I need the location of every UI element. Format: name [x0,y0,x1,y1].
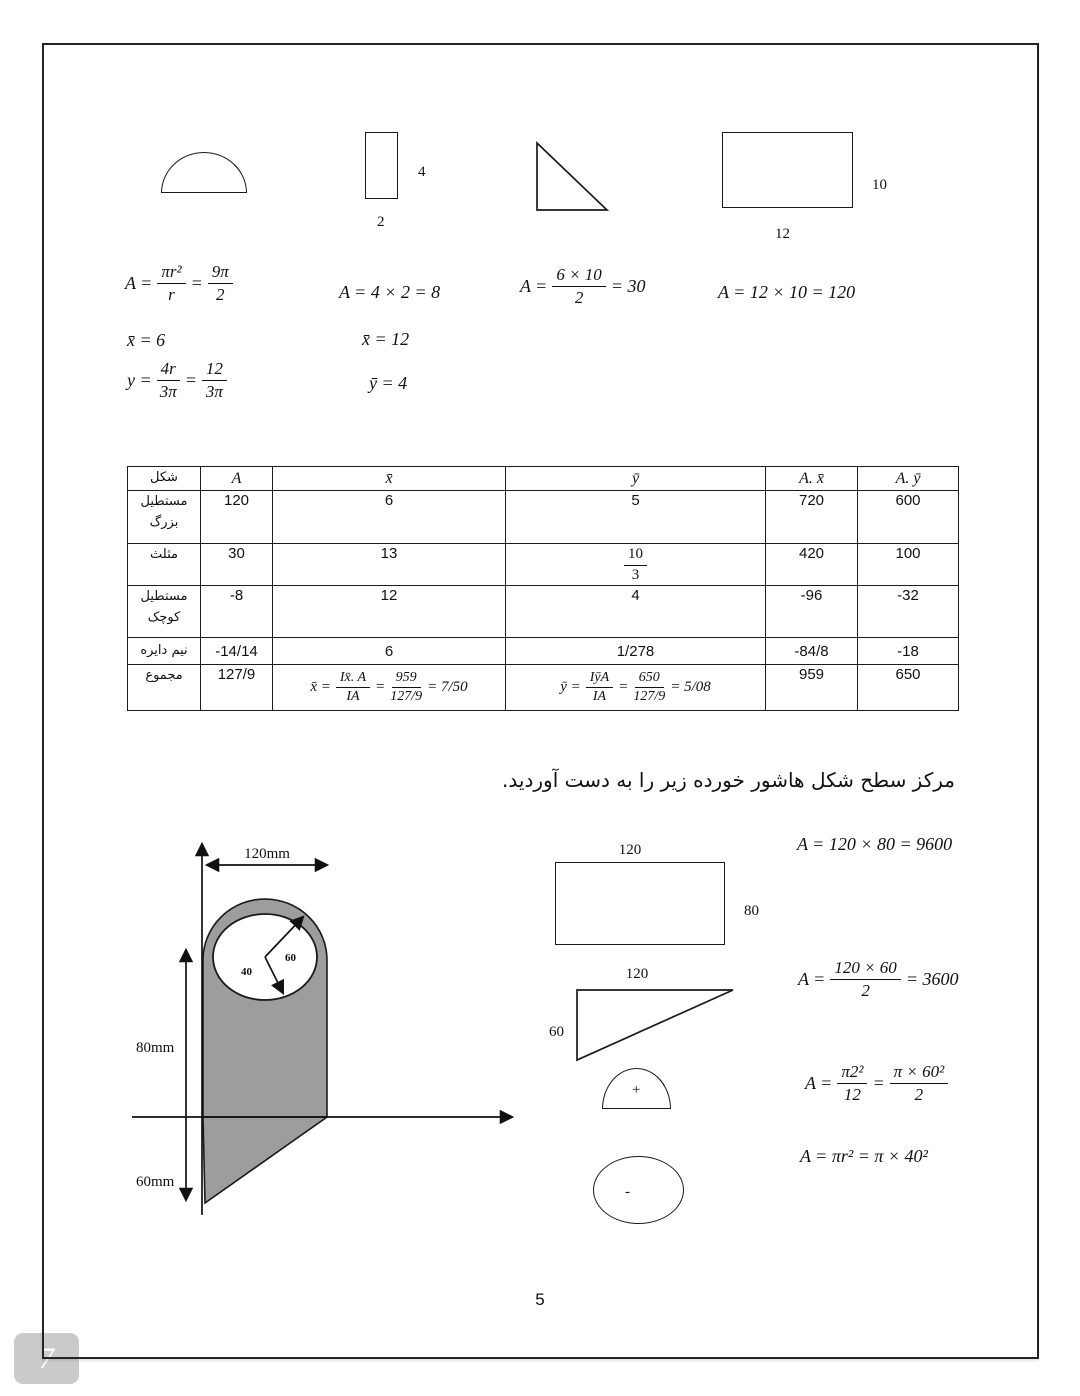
col-header-ybar: ȳ [506,467,766,491]
cell-xbar: 13 [273,544,506,586]
formula-semicircle-xbar: x̄ = 6 [127,330,166,350]
table-sum-row [128,665,959,711]
table-header-row [128,467,959,491]
formula-part: = 30 [610,275,646,296]
large-rect-width-label: 12 [775,226,790,242]
formula-part: = [184,369,197,390]
formula-small-rect-xbar: x̄ = 12 [362,329,410,349]
formula-part: = [190,272,203,293]
fraction: $\frac{\text{πr²}}{r}$ [157,262,185,304]
cell-A: 30 [201,544,273,586]
decomp-triangle [575,986,737,1064]
small-rectangle-shape [365,132,398,199]
badge-number: 7 [39,1341,54,1375]
small-rect-height-label: 4 [418,164,426,180]
row-label: مستطیل بزرگ [128,491,201,544]
decomp-rect-width-label: 120 [618,842,642,858]
cell-Aybar: 600 [858,491,959,544]
col-header-A: A [201,467,273,491]
formula-part: y = [127,369,152,390]
formula-part: A = [520,275,548,296]
col-header-Aybar: A. ȳ [858,467,959,491]
cell-Axbar: -84/8 [766,638,858,665]
large-rect-height-label: 10 [872,177,887,193]
upper-height-label: 80mm [136,1040,175,1056]
decomp-tri-height-label: 60 [549,1024,564,1040]
large-rectangle-shape [722,132,853,208]
semicircle-plus-sign: + [632,1082,641,1098]
cell-xbar: 12 [273,586,506,638]
row-label: مستطیل کوچک [128,586,201,638]
cell-Axbar: 420 [766,544,858,586]
page-thumbnail-badge [14,1333,79,1384]
fraction: $\frac{12}{3\pi}$ [202,359,227,401]
cell-A: -8 [201,586,273,638]
decomp-rectangle [555,862,725,945]
formula-large-rect-area: A = 12 × 10 = 120 [718,282,856,302]
formula-decomp-semicircle: A = $\frac{\text{π2²}}{12}$ = $\frac{\text{π × 60²}}{2}$ [805,1062,948,1104]
outer-radius-label: 60 [285,952,296,964]
row-label: مجموع [128,665,201,711]
cell-xbar-formula [273,665,506,711]
cell-ybar: 4 [506,586,766,638]
decomp-circle [593,1156,684,1224]
formula-small-rect-area: A = 4 × 2 = 8 [339,282,441,302]
decomp-tri-width-label: 120 [625,966,649,982]
gray-triangle-shape [203,1117,327,1203]
formula-decomp-circle: A = πr² = π × 40² [800,1146,928,1166]
cell-ybar: 5 [506,491,766,544]
fraction: $\frac{4r}{3\pi}$ [157,359,180,401]
fraction: $\frac{10}{3}$ [624,546,647,584]
col-header-xbar: x̄ [273,467,506,491]
lower-height-label: 60mm [136,1174,175,1190]
problem-statement: مرکز سطح شکل هاشور خورده زیر را به دست آوردید. [502,768,955,792]
circle-minus-sign: - [625,1184,630,1200]
fraction: $\frac{\text{π × 60²}}{2}$ [890,1062,949,1104]
inner-radius-label: 40 [241,966,252,978]
cell-Aybar: 100 [858,544,959,586]
cell-A: 127/9 [201,665,273,711]
row-label: مثلث [128,544,201,586]
cell-ybar [506,544,766,586]
fraction: $\frac{6 \times 10}{2}$ [552,265,605,307]
cell-Aybar: -32 [858,586,959,638]
formula-decomp-triangle: A = $\frac{120 \times 60}{2}$ = 3600 [798,958,959,1000]
table-row [128,638,959,665]
width-dimension-label: 120mm [244,846,290,862]
formula-part: A = [125,272,153,293]
table-row [128,491,959,544]
fraction: $\frac{\text{π2²}}{12}$ [837,1062,867,1104]
formula-small-rect-ybar: ȳ = 4 [369,373,408,393]
formula-semicircle-ybar [127,359,227,401]
cell-A: -14/14 [201,638,273,665]
row-label: نیم دایره [128,638,201,665]
formula-semicircle-area [125,262,233,304]
cell-xbar: 6 [273,491,506,544]
semicircle-shape [161,152,247,193]
cell-ybar: 1/278 [506,638,766,665]
table-row [128,544,959,586]
small-rect-width-label: 2 [377,214,385,230]
fraction: $\frac{120 \times 60}{2}$ [830,958,900,1000]
cell-Axbar: 959 [766,665,858,711]
formula-triangle-area [520,265,645,307]
triangle-shape [535,140,611,214]
col-header-shape: شکل [128,467,201,491]
table-row [128,586,959,638]
cell-Axbar: -96 [766,586,858,638]
cell-Axbar: 720 [766,491,858,544]
centroid-table [127,466,959,711]
formula-decomp-rect: A = 120 × 80 = 9600 [797,834,953,854]
fraction: $\frac{9\pi}{2}$ [208,262,233,304]
sum-ybar-formula: ȳ = $\frac{\text{IȳA}}{IA}$ = $\frac{650}{127/9}$ = 5/08 [560,669,711,704]
cell-Aybar: 650 [858,665,959,711]
cell-xbar: 6 [273,638,506,665]
cell-A: 120 [201,491,273,544]
col-header-Axbar: A. x̄ [766,467,858,491]
hatched-figure [100,818,540,1228]
decomp-rect-height-label: 80 [744,903,759,919]
page-number: 5 [535,1290,545,1309]
cell-Aybar: -18 [858,638,959,665]
cell-ybar-formula [506,665,766,711]
sum-xbar-formula: x̄ = $\frac{Ix̄. A}{IA}$ = $\frac{959}{127/9}$ = 7/50 [310,669,468,704]
